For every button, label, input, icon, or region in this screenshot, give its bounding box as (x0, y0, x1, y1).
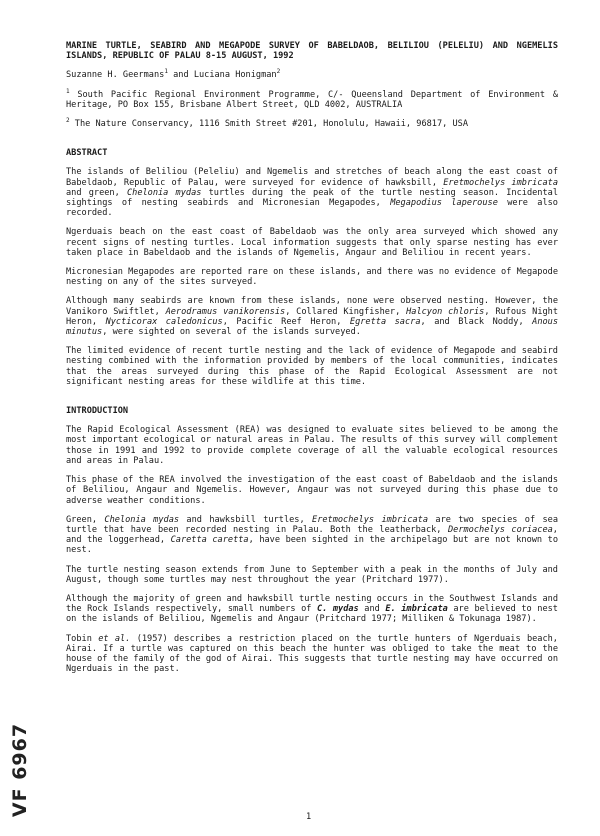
text-run: and (358, 604, 386, 615)
text-run: were also recorded. (66, 198, 558, 219)
text-run: and hawksbill turtles, (179, 514, 313, 525)
introduction-paragraph-5 (66, 594, 558, 625)
species-name: Chelonia mydas (126, 187, 202, 198)
abstract-paragraph-5: The limited evidence of recent turtle nesting and the lack of evidence of Megapode and seabird nesting combined with the information provided by members of the local communities, indicates that the areas surveyed during this phase of the Rapid Ecological Assessment are not significant nesting areas for these wildlife at this time. (66, 346, 558, 387)
archive-stamp (8, 720, 32, 820)
latin-abbreviation: et al. (98, 633, 131, 644)
species-name: Egretta sacra (349, 316, 421, 327)
species-name: Chelonia mydas (104, 514, 180, 525)
text-run: are believed to nest on the islands of Beliliou, Ngemelis and Angaur (Pritchard 1977; Milliken & Tokunaga 1987). (66, 604, 558, 625)
text-run: and green, (66, 187, 127, 198)
affiliation-1-text: South Pacific Regional Environment Programme, C/- Queensland Department of Environment & Heritage, PO Box 155, Brisbane Albert Street, QLD 4002, AUSTRALIA (66, 89, 558, 110)
text-run: Although many seabirds are known from these islands, none were observed nesting. However, the Vanikoro Swiftlet, (66, 296, 558, 317)
affiliation-2 (66, 119, 558, 129)
text-run: , and Black Noddy, (420, 316, 533, 327)
text-run: , Rufous Night Heron, (66, 306, 559, 327)
text-run: , Pacific Reef Heron, (222, 316, 350, 327)
text-run: Tobin (66, 633, 99, 644)
author-honigman: Luciana Honigman (193, 70, 277, 81)
text-run: , and the loggerhead, (66, 524, 558, 546)
species-name: Megapodius laperouse (390, 198, 498, 209)
abstract-paragraph-1 (66, 167, 558, 218)
species-name: Eretmochelys imbricata (312, 514, 429, 525)
author2-affiliation-mark: 2 (276, 68, 281, 76)
species-name: Halcyon chloris (406, 306, 485, 317)
text-run: , have been sighted in the archipelago but are not known to nest. (66, 535, 558, 556)
page-number: 1 (306, 812, 312, 822)
archive-stamp-text: VF 6967 (9, 722, 31, 818)
introduction-paragraph-2: This phase of the REA involved the investigation of the east coast of Babeldaob and the islands of Beliliou, Angaur and Ngemelis. However, Angaur was not surveyed during this phase due to adverse weather conditions. (66, 475, 558, 506)
author-line (66, 70, 558, 80)
document-body (66, 41, 558, 683)
species-name: Dermochelys coriacea (447, 524, 553, 535)
paper-title: MARINE TURTLE, SEABIRD AND MEGAPODE SURVEY OF BABELDAOB, BELILIOU (PELELIU) AND NGEMELIS ISLANDS, REPUBLIC OF PALAU 8-15 AUGUST, 1992 (66, 41, 558, 62)
text-run: Although the majority of green and hawksbill turtle nesting occurs in the Southwest Islands and the Rock Islands respectively, small numbers of (66, 593, 558, 615)
text-run: The islands of Beliliou (Peleliu) and Ngemelis and stretches of beach along the east coast of Babeldaob, Republic of Palau, were surveyed for evidence of hawksbill, (66, 167, 558, 188)
text-run: , were sighted on several of the islands surveyed. (102, 327, 361, 338)
introduction-heading: INTRODUCTION (66, 406, 129, 417)
affiliation-1-mark: 1 (66, 87, 70, 95)
species-name: Aerodramus vanikorensis (165, 306, 286, 317)
species-name: Anous minutus (66, 316, 559, 338)
affiliation-1 (66, 87, 558, 110)
introduction-paragraph-1: The Rapid Ecological Assessment (REA) was designed to evaluate sites believed to be among the most important ecological or natural areas in Palau. The results of this survey will complement those in 1991 and 1992 to provide complete coverage of all the valuable ecological resources and areas in Palau. (66, 425, 558, 466)
author1-affiliation-mark: 1 (164, 68, 168, 76)
text-run: (1957) describes a restriction placed on the turtle hunters of Ngerduais beach, Airai. If a turtle was captured on this beach the hunter was obliged to take the meat to the house of the family of the god of Airai. This suggests that turtle nesting may have occurred on Ngerduais in the past. (66, 633, 558, 675)
text-run: turtles during the peak of the turtle nesting season. Incidental sightings of nesting seabirds and Micronesian Megapodes, (66, 187, 558, 209)
affiliation-2-text: The Nature Conservancy, 1116 Smith Street #201, Honolulu, Hawaii, 96817, USA (69, 119, 469, 130)
species-name: Caretta caretta (170, 535, 249, 546)
text-run: Green, (66, 514, 105, 525)
species-name: C. mydas (316, 604, 359, 615)
introduction-paragraph-3 (66, 515, 558, 556)
introduction-paragraph-6 (66, 634, 558, 675)
abstract-paragraph-3: Micronesian Megapodes are reported rare on these islands, and there was no evidence of Megapode nesting on any of the sites surveyed. (66, 267, 558, 288)
abstract-paragraph-4 (66, 296, 558, 337)
species-name: E. imbricata (385, 604, 448, 615)
introduction-paragraph-4: The turtle nesting season extends from June to September with a peak in the months of July and August, though some turtles may nest throughout the year (Pritchard 1977). (66, 564, 558, 585)
species-name: Nycticorax caledonicus (105, 316, 223, 327)
species-name: Eretmochelys imbricata (443, 177, 558, 188)
abstract-paragraph-2: Ngerduais beach on the east coast of Babeldaob was the only area surveyed which showed any recent signs of nesting turtles. Local information suggests that only sparse nesting has ever taken place in Babeldaob and the islands of Ngemelis, Angaur and Beliliou in recent years. (66, 227, 558, 258)
text-run: are two species of sea turtle that have been recorded nesting in Palau. Both the leatherback, (66, 514, 559, 535)
author-geermans: Suzanne H. Geermans (66, 70, 165, 81)
abstract-heading: ABSTRACT (66, 148, 108, 159)
text-run: , Collared Kingfisher, (285, 306, 407, 317)
affiliation-2-mark: 2 (66, 117, 70, 125)
author-conjunction: and (167, 70, 194, 81)
